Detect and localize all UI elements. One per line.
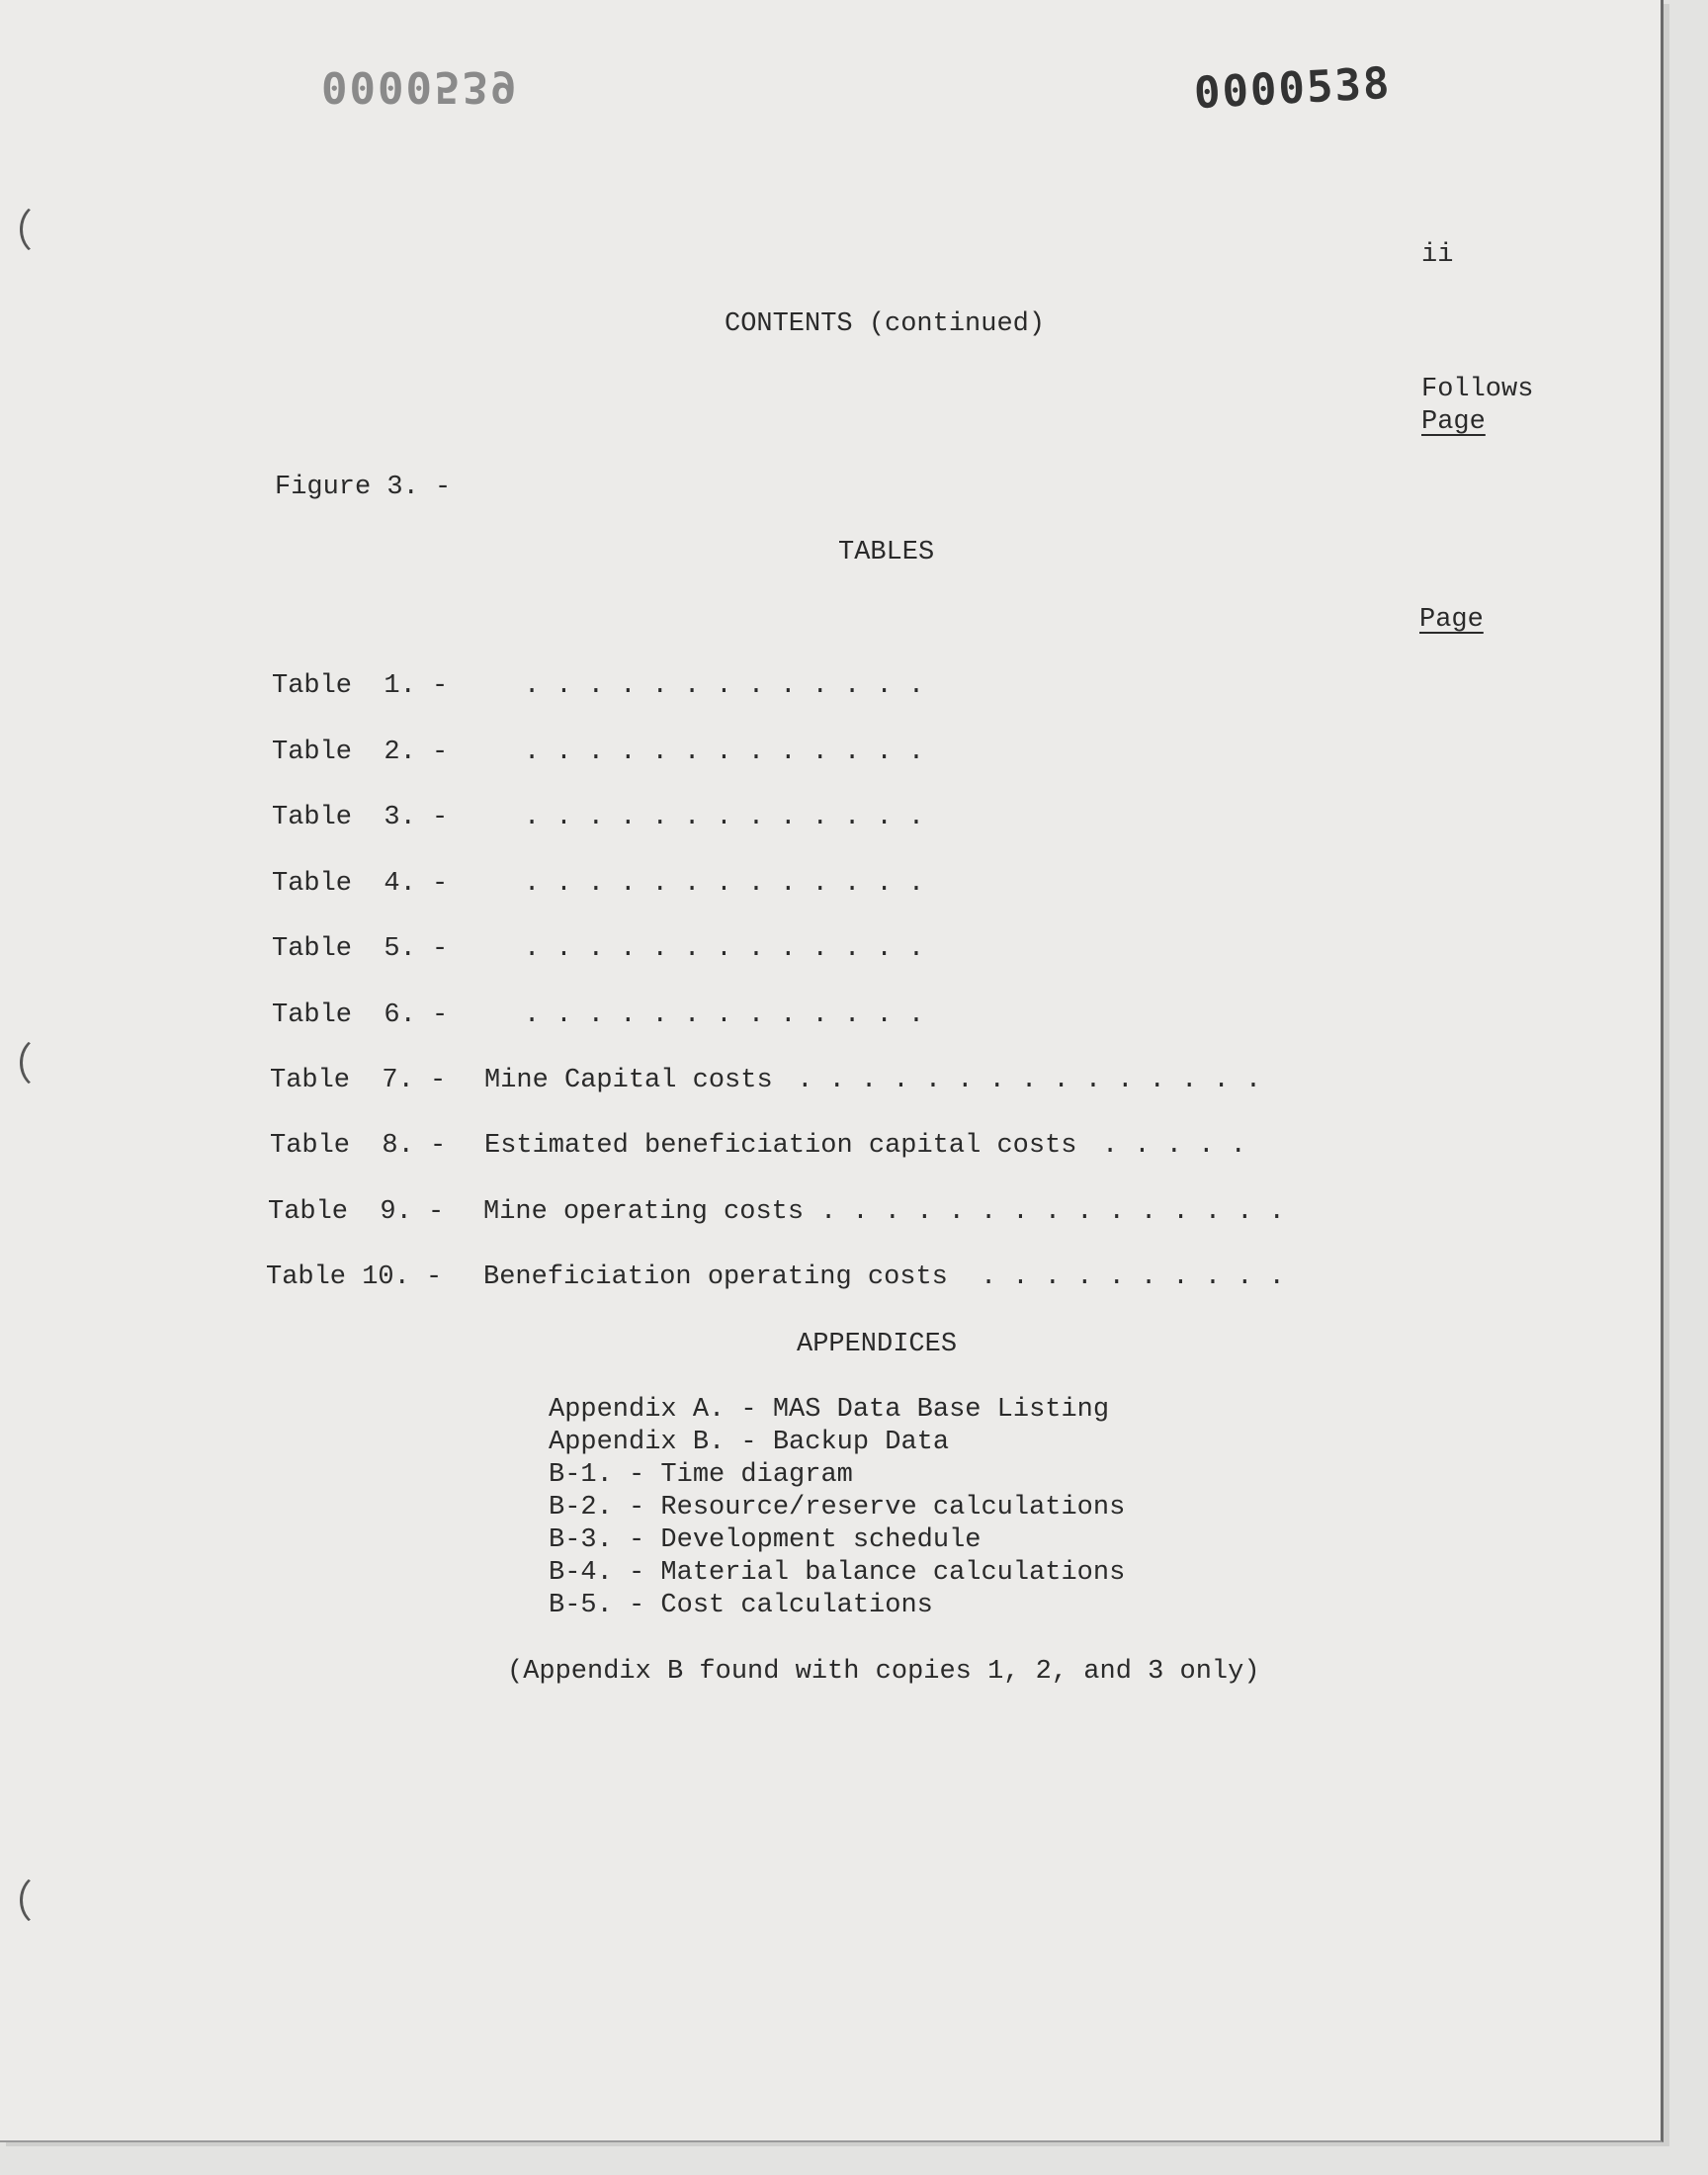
table-entry-title: Beneficiation operating costs — [483, 1262, 948, 1292]
appendix-entry: B-5. - Cost calculations — [549, 1591, 933, 1620]
appendix-entry: Appendix A. - MAS Data Base Listing — [549, 1395, 1110, 1425]
table-entry-label: Table 5. - — [272, 934, 449, 964]
follows-header: Follows — [1421, 375, 1534, 404]
table-entry-label: Table 1. - — [272, 671, 449, 701]
table-entry-label: Table 10. - — [266, 1262, 443, 1292]
punch-hole-top — [20, 203, 66, 256]
table-entry-leader: . . . . . . . . . . . . . — [524, 738, 925, 767]
contents-title: CONTENTS (continued) — [725, 309, 1046, 339]
table-entry-leader: . . . . . . . . . . . . . . . — [820, 1197, 1285, 1227]
table-entry-title: Mine Capital costs — [484, 1066, 773, 1095]
table-entry-leader: . . . . . . . . . . . . . — [524, 803, 925, 832]
appendices-heading: APPENDICES — [797, 1330, 958, 1359]
table-entry-title: Mine operating costs — [483, 1197, 805, 1227]
table-entry-leader: . . . . . . . . . . — [981, 1262, 1285, 1292]
bates-stamp-bleedthrough: 0000539 — [321, 61, 519, 112]
punch-hole-middle — [20, 1036, 66, 1089]
table-entry-label: Table 9. - — [268, 1197, 445, 1227]
appendix-entry: Appendix B. - Backup Data — [549, 1428, 950, 1457]
table-entry-title: Estimated beneficiation capital costs — [484, 1131, 1077, 1161]
table-entry-label: Table 8. - — [270, 1131, 447, 1161]
punch-hole-bottom — [20, 1873, 66, 1927]
table-entry-leader: . . . . . . . . . . . . . — [524, 1000, 925, 1030]
table-entry-label: Table 6. - — [272, 1000, 449, 1030]
table-entry-leader: . . . . . . . . . . . . . — [524, 934, 925, 964]
table-entry-label: Table 3. - — [272, 803, 449, 832]
page-column-header: Page — [1419, 605, 1484, 635]
appendix-note: (Appendix B found with copies 1, 2, and 3 only) — [507, 1657, 1260, 1687]
appendix-entry: B-3. - Development schedule — [549, 1525, 982, 1555]
follows-page-header: Page — [1421, 407, 1486, 437]
appendix-entry: B-4. - Material balance calculations — [549, 1558, 1126, 1588]
table-entry-leader: . . . . . . . . . . . . . — [524, 671, 925, 701]
appendix-entry: B-1. - Time diagram — [549, 1460, 853, 1490]
page-number: ii — [1421, 240, 1454, 270]
tables-heading: TABLES — [838, 538, 935, 567]
figure-entry: Figure 3. - — [275, 473, 452, 502]
table-entry-leader: . . . . . . . . . . . . . — [524, 869, 925, 899]
table-entry-leader: . . . . . — [1102, 1131, 1246, 1161]
table-entry-leader: . . . . . . . . . . . . . . . — [781, 1066, 1262, 1095]
appendix-entry: B-2. - Resource/reserve calculations — [549, 1493, 1126, 1522]
table-entry-label: Table 4. - — [272, 869, 449, 899]
table-entry-label: Table 7. - — [270, 1066, 447, 1095]
bates-stamp: 0000538 — [1192, 57, 1393, 120]
table-entry-label: Table 2. - — [272, 738, 449, 767]
